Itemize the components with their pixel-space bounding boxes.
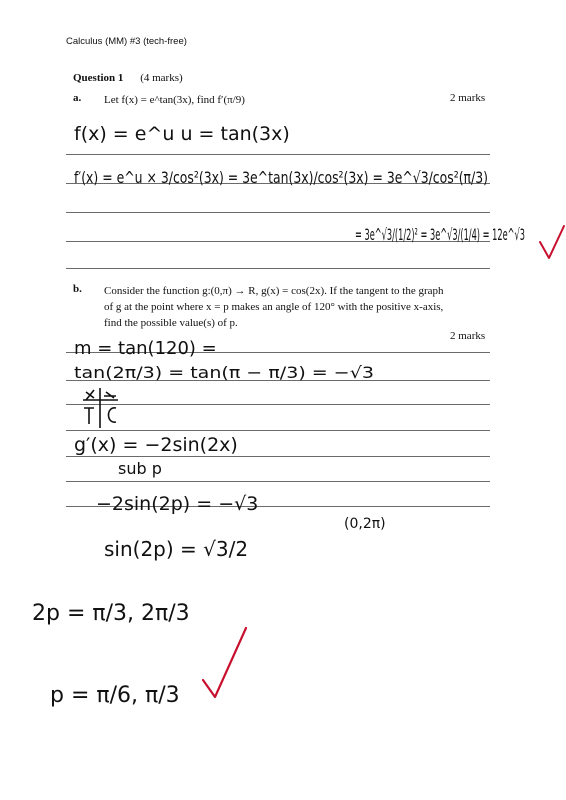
hw-b-line-4: sub p [118,459,162,478]
part-b-letter: b. [73,283,82,295]
hw-b-line-8: p = π/6, π/3 [50,683,180,708]
part-b-prompt-line-1: Consider the function g:(0,π) → R, g(x) = cos(2x). If the tangent to the graph [104,285,444,297]
part-b-prompt-line-3: find the possible value(s) of p. [104,317,238,329]
hw-b-line-1: m = tan(120) = [74,338,217,359]
check-mark-icon [540,226,564,258]
hw-a-line-1: f(x) = e^u u = tan(3x) [74,123,290,145]
question-marks: (4 marks) [140,72,183,84]
part-a-prompt: Let f(x) = e^tan(3x), find f′(π/9) [104,94,245,106]
page-header: Calculus (MM) #3 (tech-free) [66,36,187,47]
hw-b-line-6: sin(2p) = √3/2 [104,537,249,561]
hw-a-line-3: = 3e^√3/(1/2)² = 3e^√3/(1/4) = 12e^√3 [355,225,525,244]
part-b-marks: 2 marks [450,330,486,342]
check-mark-icon [203,628,246,697]
hw-b-line-3: g′(x) = −2sin(2x) [74,434,238,456]
hw-b-note: (0,2π) [344,516,386,532]
part-a-letter: a. [73,92,82,104]
hw-b-line-5: −2sin(2p) = −√3 [96,493,259,515]
hw-b-line-7: 2p = π/3, 2π/3 [32,601,190,626]
cast-diagram-sketch [83,388,118,428]
question-label: Question 1 [73,72,124,84]
part-b-prompt-line-2: of g at the point where x = p makes an angle of 120° with the positive x-axis, [104,301,444,313]
part-a-marks: 2 marks [450,92,486,104]
hw-a-line-2: f′(x) = e^u × 3/cos²(3x) = 3e^tan(3x)/cos²(3x) = 3e^√3/cos²(π/3) [74,168,488,187]
hw-b-line-2: tan(2π/3) = tan(π − π/3) = −√3 [74,363,374,382]
